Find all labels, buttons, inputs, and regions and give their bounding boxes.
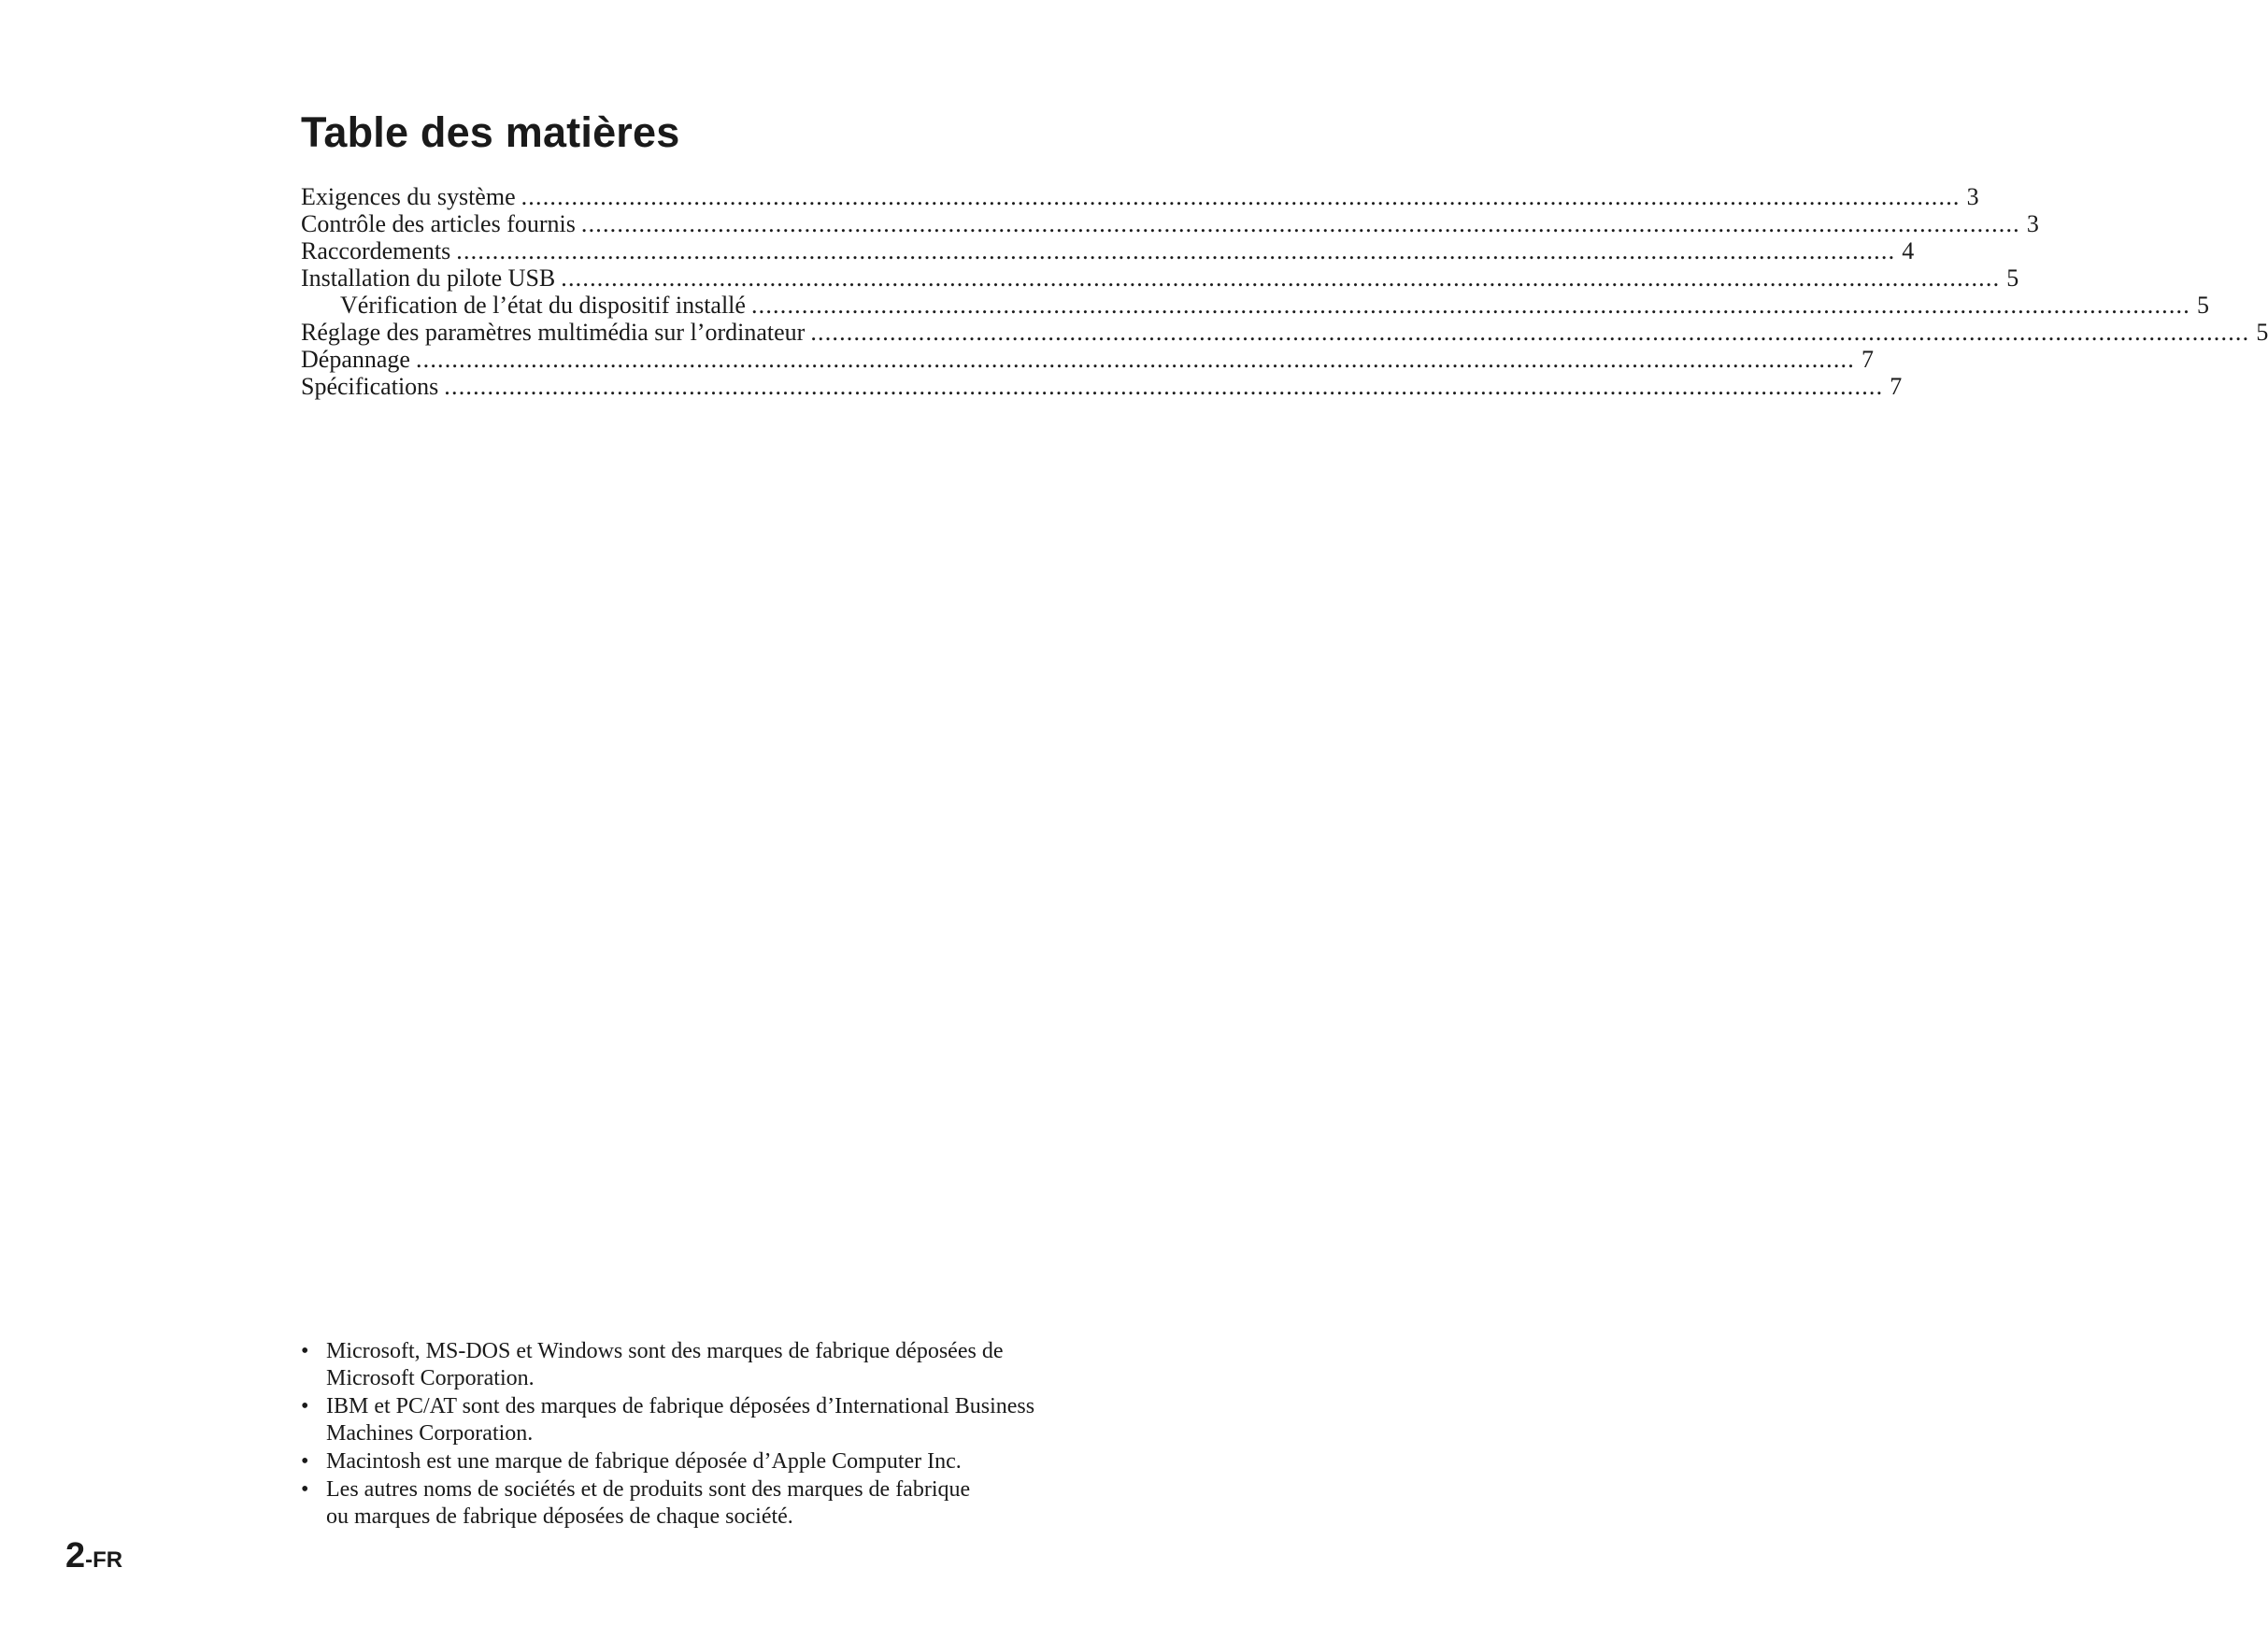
page-title: Table des matières <box>301 108 680 156</box>
page-number-suffix: -FR <box>85 1547 123 1573</box>
toc-entry-page: 3 <box>1966 183 1979 210</box>
page-number <box>65 1536 122 1576</box>
toc-leader-dots: ........................................................................................................................................................................................................ <box>561 264 2001 292</box>
bullet: • <box>301 1477 309 1502</box>
trademark-note <box>301 1338 1077 1392</box>
toc-entry-page: 7 <box>1890 373 1903 400</box>
toc-leader-dots: ........................................................................................................................................................................................................ <box>750 292 2190 319</box>
toc-entry-page: 7 <box>1861 346 1874 373</box>
trademark-notes <box>301 1338 1077 1532</box>
trademark-note <box>301 1448 1077 1475</box>
toc-entry[interactable] <box>301 183 1979 210</box>
toc-entry-title: Réglage des paramètres multimédia sur l’ordinateur <box>301 319 806 346</box>
toc-leader-dots: ........................................................................................................................................................................................................ <box>456 237 1896 264</box>
toc-leader-dots: ........................................................................................................................................................................................................ <box>580 210 2020 237</box>
trademark-note-text: IBM et PC/AT sont des marques de fabrique déposées d’International Business Machines Corporation. <box>326 1394 1035 1446</box>
toc-entry[interactable] <box>301 373 1903 400</box>
trademark-note-text: Les autres noms de sociétés et de produits sont des marques de fabrique ou marques de fabrique déposées de chaque société. <box>326 1477 971 1529</box>
toc-leader-dots: ........................................................................................................................................................................................................ <box>415 346 1855 373</box>
toc-entry-page: 5 <box>2196 292 2209 319</box>
toc-entry-page: 5 <box>2006 264 2019 292</box>
toc-leader-dots: ........................................................................................................................................................................................................ <box>810 319 2250 346</box>
toc-entry-title: Dépannage <box>301 346 410 373</box>
bullet: • <box>301 1339 309 1363</box>
toc-entry-page: 3 <box>2026 210 2039 237</box>
toc-entry[interactable] <box>301 264 2019 292</box>
toc-entry-title: Contrôle des articles fournis <box>301 210 576 237</box>
toc-entry-title: Spécifications <box>301 373 439 400</box>
trademark-note <box>301 1393 1077 1447</box>
trademark-note <box>301 1476 980 1531</box>
toc-entry-title: Raccordements <box>301 237 451 264</box>
trademark-note-text: Microsoft, MS-DOS et Windows sont des marques de fabrique déposées de Microsoft Corporation. <box>326 1339 1004 1390</box>
toc-entry[interactable] <box>301 210 2039 237</box>
toc-leader-dots: ........................................................................................................................................................................................................ <box>521 183 1961 210</box>
toc-entry[interactable] <box>340 292 2209 319</box>
toc-entry[interactable] <box>301 237 1915 264</box>
trademark-note-text: Macintosh est une marque de fabrique déposée d’Apple Computer Inc. <box>326 1449 962 1474</box>
toc-entry-page: 4 <box>1902 237 1915 264</box>
toc-entry-title: Exigences du système <box>301 183 516 210</box>
bullet: • <box>301 1394 309 1418</box>
table-of-contents <box>301 183 2268 400</box>
toc-entry[interactable] <box>301 319 2268 346</box>
toc-entry[interactable] <box>301 346 1874 373</box>
bullet: • <box>301 1449 309 1474</box>
toc-entry-title: Installation du pilote USB <box>301 264 556 292</box>
toc-leader-dots: ........................................................................................................................................................................................................ <box>444 373 1884 400</box>
toc-entry-title: Vérification de l’état du dispositif installé <box>340 292 746 319</box>
toc-entry-page: 5 <box>2256 319 2268 346</box>
page-number-value: 2 <box>65 1536 86 1575</box>
